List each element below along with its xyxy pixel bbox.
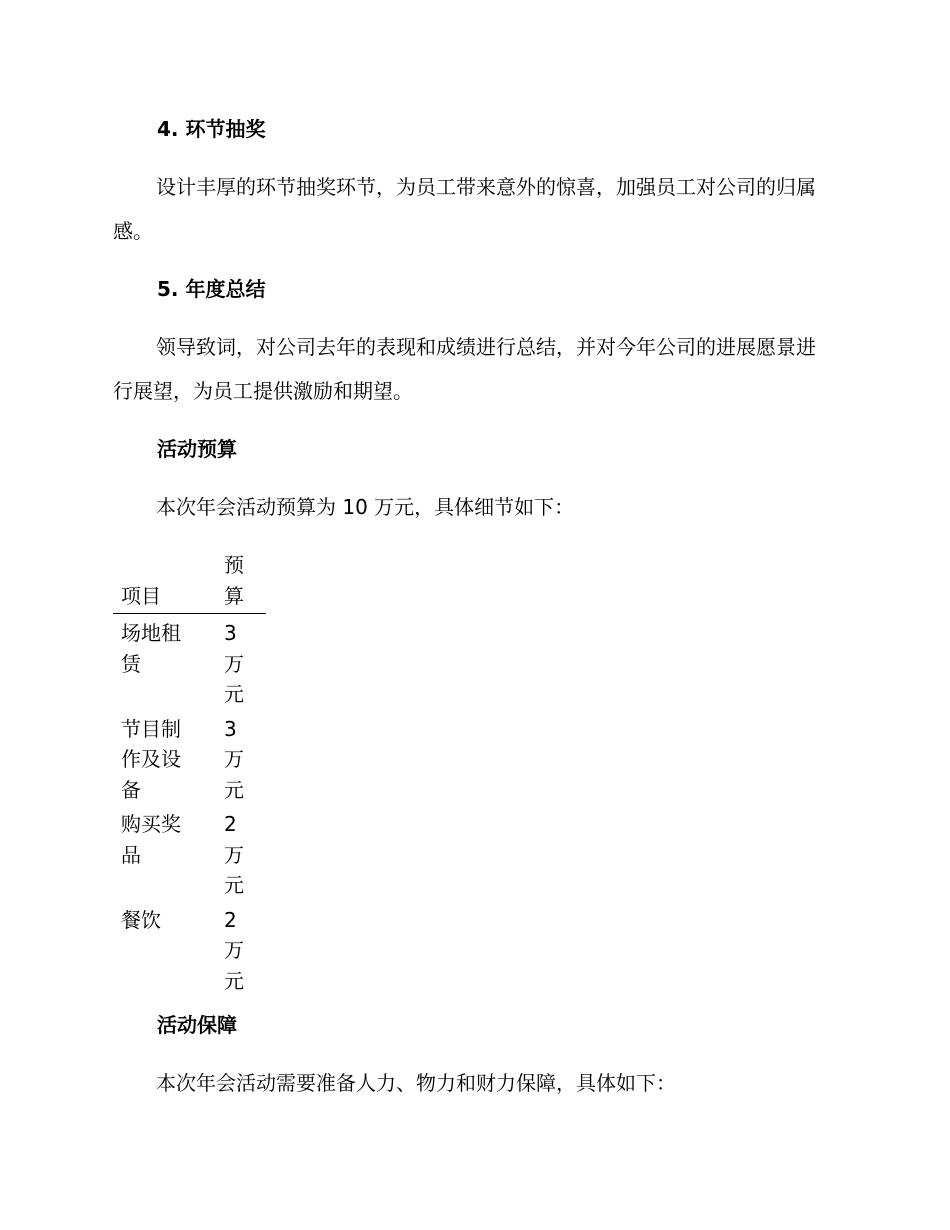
paragraph-budget-intro: 本次年会活动预算为 10 万元，具体细节如下： <box>156 495 575 519</box>
budget-item-cell: 购买奖品 <box>121 812 181 867</box>
budget-table-header-item: 项目 <box>113 550 224 614</box>
table-row <box>113 614 266 710</box>
budget-table <box>113 550 266 996</box>
paragraph-guarantee-intro: 本次年会活动需要准备人力、物力和财力保障，具体如下： <box>156 1071 676 1095</box>
budget-amount-cell: 2 万元 <box>224 812 244 897</box>
section-heading-guarantee: 活动保障 <box>157 1013 237 1037</box>
section-heading-annual-summary: 5. 年度总结 <box>157 277 266 301</box>
section-heading-budget: 活动预算 <box>157 437 237 461</box>
table-row <box>113 805 266 901</box>
table-row <box>113 710 266 806</box>
budget-table-header-row <box>113 550 266 614</box>
budget-amount-cell: 2 万元 <box>224 907 244 993</box>
budget-amount-cell: 3 万元 <box>224 716 244 802</box>
section-heading-lottery: 4. 环节抽奖 <box>157 117 266 141</box>
table-row <box>113 901 266 997</box>
budget-amount-cell: 3 万元 <box>224 621 244 706</box>
budget-item-cell: 节目制作及设备 <box>121 716 181 802</box>
budget-item-cell: 场地租赁 <box>121 621 181 676</box>
paragraph-lottery: 设计丰厚的环节抽奖环节，为员工带来意外的惊喜，加强员工对公司的归属感。 <box>113 175 816 243</box>
budget-table-header-amount: 预算 <box>224 550 266 614</box>
budget-item-cell: 餐饮 <box>121 907 161 932</box>
paragraph-annual-summary: 领导致词，对公司去年的表现和成绩进行总结，并对今年公司的进展愿景进行展望，为员工提供激励和期望。 <box>113 335 816 403</box>
